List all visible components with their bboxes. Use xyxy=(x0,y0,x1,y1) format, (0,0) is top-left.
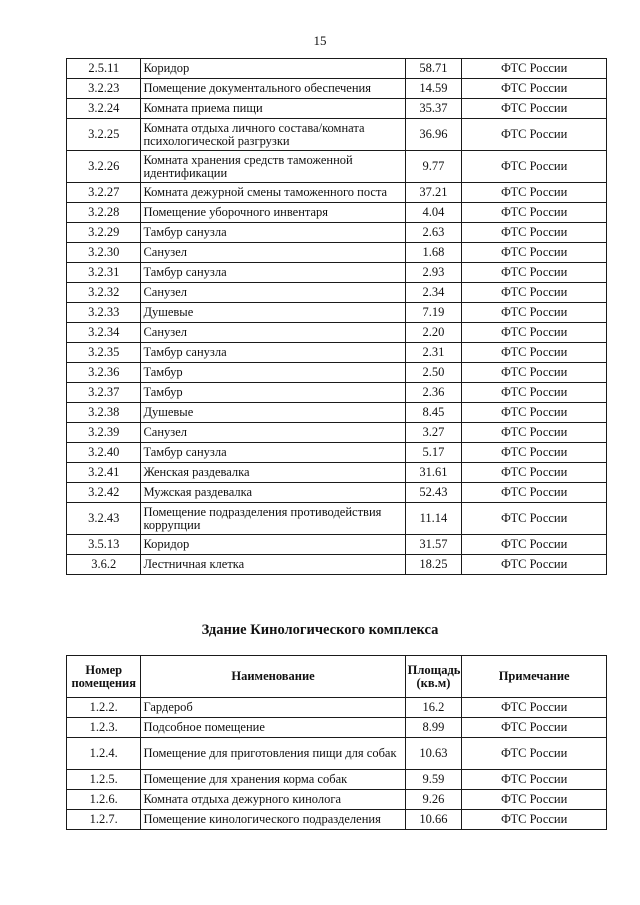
table-row xyxy=(67,790,607,810)
room-number-cell: 3.2.32 xyxy=(67,283,141,303)
table-row xyxy=(67,718,607,738)
area-cell: 9.26 xyxy=(405,790,462,810)
note-cell: ФТС России xyxy=(462,183,607,203)
note-cell: ФТС России xyxy=(462,119,607,151)
room-name-cell: Женская раздевалка xyxy=(141,463,405,483)
note-cell: ФТС России xyxy=(462,555,607,575)
note-cell: ФТС России xyxy=(462,718,607,738)
room-number-cell: 3.6.2 xyxy=(67,555,141,575)
room-name-cell: Помещение документального обеспечения xyxy=(141,79,405,99)
room-number-cell: 3.2.41 xyxy=(67,463,141,483)
area-cell: 2.50 xyxy=(405,363,462,383)
room-name-cell: Комната отдыха личного состава/комната психологической разгрузки xyxy=(141,119,405,151)
room-number-cell: 1.2.3. xyxy=(67,718,141,738)
room-number-cell: 3.2.43 xyxy=(67,503,141,535)
area-cell: 2.36 xyxy=(405,383,462,403)
area-cell: 7.19 xyxy=(405,303,462,323)
note-cell: ФТС России xyxy=(462,59,607,79)
area-cell: 58.71 xyxy=(405,59,462,79)
note-cell: ФТС России xyxy=(462,363,607,383)
table-row xyxy=(67,403,607,423)
area-cell: 2.31 xyxy=(405,343,462,363)
note-cell: ФТС России xyxy=(462,463,607,483)
area-cell: 2.34 xyxy=(405,283,462,303)
room-number-cell: 3.2.39 xyxy=(67,423,141,443)
room-name-cell: Комната хранения средств таможенной идентификации xyxy=(141,151,405,183)
table-row xyxy=(67,79,607,99)
table-row xyxy=(67,443,607,463)
room-number-cell: 2.5.11 xyxy=(67,59,141,79)
room-number-cell: 3.2.37 xyxy=(67,383,141,403)
area-cell: 14.59 xyxy=(405,79,462,99)
note-cell: ФТС России xyxy=(462,770,607,790)
table-row xyxy=(67,698,607,718)
area-cell: 18.25 xyxy=(405,555,462,575)
header-area: Площадь (кв.м) xyxy=(405,656,462,698)
room-number-cell: 3.2.28 xyxy=(67,203,141,223)
table-row xyxy=(67,483,607,503)
table-row xyxy=(67,99,607,119)
area-cell: 10.66 xyxy=(405,810,462,830)
room-number-cell: 1.2.4. xyxy=(67,738,141,770)
room-name-cell: Подсобное помещение xyxy=(141,718,405,738)
table-row xyxy=(67,203,607,223)
room-number-cell: 3.2.34 xyxy=(67,323,141,343)
room-name-cell: Лестничная клетка xyxy=(141,555,405,575)
room-name-cell: Мужская раздевалка xyxy=(141,483,405,503)
area-cell: 31.57 xyxy=(405,535,462,555)
area-cell: 5.17 xyxy=(405,443,462,463)
room-name-cell: Тамбур санузла xyxy=(141,223,405,243)
rooms-table-main xyxy=(66,58,607,575)
room-number-cell: 3.2.25 xyxy=(67,119,141,151)
note-cell: ФТС России xyxy=(462,790,607,810)
area-cell: 31.61 xyxy=(405,463,462,483)
room-name-cell: Комната дежурной смены таможенного поста xyxy=(141,183,405,203)
room-number-cell: 3.2.42 xyxy=(67,483,141,503)
room-number-cell: 3.2.40 xyxy=(67,443,141,463)
room-name-cell: Гардероб xyxy=(141,698,405,718)
note-cell: ФТС России xyxy=(462,483,607,503)
area-cell: 35.37 xyxy=(405,99,462,119)
room-number-cell: 1.2.7. xyxy=(67,810,141,830)
room-number-cell: 3.2.35 xyxy=(67,343,141,363)
table-row xyxy=(67,243,607,263)
area-cell: 10.63 xyxy=(405,738,462,770)
note-cell: ФТС России xyxy=(462,303,607,323)
note-cell: ФТС России xyxy=(462,423,607,443)
room-number-cell: 3.2.23 xyxy=(67,79,141,99)
rooms-table-kennel xyxy=(66,655,607,830)
table-row xyxy=(67,283,607,303)
area-cell: 8.99 xyxy=(405,718,462,738)
room-number-cell: 3.2.27 xyxy=(67,183,141,203)
table-row xyxy=(67,263,607,283)
table-row xyxy=(67,323,607,343)
section-title: Здание Кинологического комплекса xyxy=(201,622,439,638)
note-cell: ФТС России xyxy=(462,151,607,183)
room-name-cell: Тамбур xyxy=(141,383,405,403)
note-cell: ФТС России xyxy=(462,383,607,403)
room-name-cell: Комната отдыха дежурного кинолога xyxy=(141,790,405,810)
table-row xyxy=(67,183,607,203)
header-room-number: Номер помещения xyxy=(67,656,141,698)
table-row xyxy=(67,383,607,403)
note-cell: ФТС России xyxy=(462,343,607,363)
room-number-cell: 3.2.31 xyxy=(67,263,141,283)
area-cell: 11.14 xyxy=(405,503,462,535)
table-row xyxy=(67,119,607,151)
room-number-cell: 3.2.26 xyxy=(67,151,141,183)
note-cell: ФТС России xyxy=(462,79,607,99)
room-name-cell: Душевые xyxy=(141,403,405,423)
room-name-cell: Тамбур xyxy=(141,363,405,383)
note-cell: ФТС России xyxy=(462,323,607,343)
header-room-name: Наименование xyxy=(141,656,405,698)
room-name-cell: Помещение подразделения противодействия коррупции xyxy=(141,503,405,535)
area-cell: 36.96 xyxy=(405,119,462,151)
room-name-cell: Помещение уборочного инвентаря xyxy=(141,203,405,223)
room-number-cell: 3.2.29 xyxy=(67,223,141,243)
table-row xyxy=(67,303,607,323)
table-row xyxy=(67,810,607,830)
note-cell: ФТС России xyxy=(462,698,607,718)
room-number-cell: 3.2.30 xyxy=(67,243,141,263)
note-cell: ФТС России xyxy=(462,738,607,770)
room-name-cell: Санузел xyxy=(141,323,405,343)
room-name-cell: Санузел xyxy=(141,243,405,263)
room-number-cell: 1.2.5. xyxy=(67,770,141,790)
page-number: 15 xyxy=(313,33,327,48)
note-cell: ФТС России xyxy=(462,223,607,243)
note-cell: ФТС России xyxy=(462,810,607,830)
table-row xyxy=(67,738,607,770)
area-cell: 4.04 xyxy=(405,203,462,223)
area-cell: 8.45 xyxy=(405,403,462,423)
table-row xyxy=(67,59,607,79)
table-row xyxy=(67,151,607,183)
room-number-cell: 3.2.36 xyxy=(67,363,141,383)
note-cell: ФТС России xyxy=(462,99,607,119)
note-cell: ФТС России xyxy=(462,443,607,463)
room-name-cell: Помещение кинологического подразделения xyxy=(141,810,405,830)
note-cell: ФТС России xyxy=(462,403,607,423)
room-number-cell: 3.2.33 xyxy=(67,303,141,323)
table-row xyxy=(67,223,607,243)
table-row xyxy=(67,503,607,535)
header-note: Примечание xyxy=(462,656,607,698)
area-cell: 2.93 xyxy=(405,263,462,283)
room-number-cell: 1.2.2. xyxy=(67,698,141,718)
area-cell: 37.21 xyxy=(405,183,462,203)
room-number-cell: 3.2.24 xyxy=(67,99,141,119)
room-name-cell: Комната приема пищи xyxy=(141,99,405,119)
note-cell: ФТС России xyxy=(462,503,607,535)
room-name-cell: Тамбур санузла xyxy=(141,443,405,463)
room-name-cell: Помещение для приготовления пищи для собак xyxy=(141,738,405,770)
area-cell: 3.27 xyxy=(405,423,462,443)
room-name-cell: Тамбур санузла xyxy=(141,343,405,363)
table-row xyxy=(67,363,607,383)
note-cell: ФТС России xyxy=(462,203,607,223)
area-cell: 52.43 xyxy=(405,483,462,503)
area-cell: 2.63 xyxy=(405,223,462,243)
room-name-cell: Коридор xyxy=(141,535,405,555)
room-number-cell: 3.5.13 xyxy=(67,535,141,555)
note-cell: ФТС России xyxy=(462,263,607,283)
room-name-cell: Санузел xyxy=(141,423,405,443)
area-cell: 16.2 xyxy=(405,698,462,718)
table-row xyxy=(67,343,607,363)
room-name-cell: Помещение для хранения корма собак xyxy=(141,770,405,790)
area-cell: 9.77 xyxy=(405,151,462,183)
table-row xyxy=(67,463,607,483)
table-row xyxy=(67,423,607,443)
room-number-cell: 1.2.6. xyxy=(67,790,141,810)
table-header-row xyxy=(67,656,607,698)
area-cell: 1.68 xyxy=(405,243,462,263)
room-name-cell: Тамбур санузла xyxy=(141,263,405,283)
note-cell: ФТС России xyxy=(462,283,607,303)
table-row xyxy=(67,555,607,575)
note-cell: ФТС России xyxy=(462,243,607,263)
area-cell: 9.59 xyxy=(405,770,462,790)
table-row xyxy=(67,535,607,555)
note-cell: ФТС России xyxy=(462,535,607,555)
room-name-cell: Душевые xyxy=(141,303,405,323)
room-number-cell: 3.2.38 xyxy=(67,403,141,423)
room-name-cell: Санузел xyxy=(141,283,405,303)
table-row xyxy=(67,770,607,790)
room-name-cell: Коридор xyxy=(141,59,405,79)
area-cell: 2.20 xyxy=(405,323,462,343)
